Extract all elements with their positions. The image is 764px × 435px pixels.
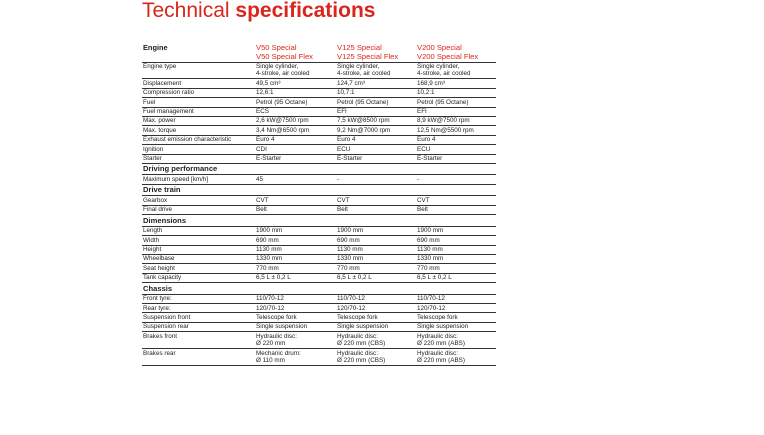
spec-value-cell [416, 196, 496, 205]
spec-value-line: Hydraulic disc: [337, 332, 378, 340]
spec-value-line: Single cylinder, [417, 63, 460, 70]
spec-value-cell [416, 107, 496, 116]
spec-value-line: Single suspension [337, 323, 389, 331]
spec-value-cell [336, 135, 416, 144]
spec-value-line: Single suspension [417, 323, 469, 331]
spec-value-cell [336, 349, 416, 366]
table-row [142, 154, 496, 163]
table-row [142, 79, 496, 88]
model-name: V200 Special [417, 43, 462, 52]
spec-value-cell [416, 79, 496, 88]
spec-value-line: - [417, 175, 420, 183]
spec-value-line: 1130 mm [417, 246, 443, 253]
spec-value-cell [336, 254, 416, 263]
section-header-row [142, 163, 496, 175]
spec-value-cell [336, 126, 416, 135]
spec-value-line: 1330 mm [417, 255, 444, 263]
table-row [142, 135, 496, 144]
table-row [142, 126, 496, 135]
spec-value-line: 6,5 L ± 0,2 L [256, 274, 291, 282]
spec-value-cell [255, 205, 336, 214]
spec-value-line: EFI [337, 108, 347, 116]
spec-value-line: 690 mm [337, 236, 360, 244]
spec-value-line: 10,2:1 [417, 89, 435, 97]
spec-label: Final drive [142, 205, 255, 214]
spec-value-cell [255, 135, 336, 144]
spec-value-cell [255, 245, 336, 254]
spec-value-cell [416, 88, 496, 97]
spec-value-cell [336, 116, 416, 125]
spec-value-line: 120/70-12 [417, 304, 446, 312]
spec-value-line: 770 mm [417, 264, 440, 272]
model-name: V125 Special [337, 43, 382, 52]
spec-label: Front tyre: [142, 294, 255, 303]
spec-value-cell [336, 332, 416, 349]
spec-value-cell [255, 88, 336, 97]
spec-value-line: Belt [337, 206, 348, 214]
spec-label: Suspension rear [142, 322, 255, 331]
table-row [142, 294, 496, 303]
spec-value-cell [336, 62, 416, 79]
spec-value-line: 12,6:1 [256, 89, 274, 97]
spec-value-line: CVT [256, 196, 269, 204]
spec-label: Wheelbase [142, 254, 255, 263]
spec-label: Max. torque [142, 126, 255, 135]
spec-value-line: CVT [337, 196, 350, 204]
header-label: Engine [142, 42, 255, 62]
spec-value-line: Ø 220 mm (ABS) [417, 340, 465, 348]
spec-value-line: 45 [256, 175, 264, 183]
spec-value-cell [336, 196, 416, 205]
spec-value-line: E-Starter [337, 155, 363, 163]
spec-value-cell [255, 322, 336, 331]
table-row [142, 88, 496, 97]
spec-label: Maximum speed [km/h] [142, 175, 255, 184]
spec-value-cell [336, 322, 416, 331]
spec-value-cell [255, 154, 336, 163]
section-header-row [142, 283, 496, 295]
model-name-flex: V125 Special Flex [337, 52, 399, 61]
model-name: V50 Special [256, 43, 297, 52]
table-row [142, 245, 496, 254]
spec-value-cell [255, 264, 336, 273]
spec-value-cell [255, 62, 336, 79]
spec-label: Brakes front [142, 332, 255, 349]
spec-label: Fuel management [142, 107, 255, 116]
spec-value-line: Telescope fork [337, 313, 378, 321]
spec-label: Gearbox [142, 196, 255, 205]
spec-value-line: 1330 mm [256, 255, 283, 263]
spec-value-cell [416, 98, 496, 107]
table-row [142, 175, 496, 184]
spec-value-cell [416, 313, 496, 322]
table-row [142, 98, 496, 107]
spec-value-line: 49,5 cm³ [256, 79, 281, 87]
spec-label: Tank capacity [142, 273, 255, 282]
spec-label: Max. power [142, 116, 255, 125]
spec-value-cell [416, 332, 496, 349]
spec-label: Seat height [142, 264, 255, 273]
spec-value-cell [336, 88, 416, 97]
section-title: Dimensions [142, 215, 496, 227]
spec-value-cell [416, 254, 496, 263]
spec-label: Exhaust emission characteristic [142, 135, 255, 144]
model-v200 [416, 42, 496, 62]
model-name-flex: V200 Special Flex [417, 52, 479, 61]
spec-value-cell [416, 226, 496, 235]
section-title: Chassis [142, 283, 496, 295]
spec-label: Engine type [142, 62, 255, 79]
spec-value-line: Petrol (95 Octane) [256, 98, 308, 106]
spec-value-cell [416, 322, 496, 331]
spec-value-line: - [337, 175, 340, 183]
spec-value-line: Telescope fork [256, 313, 297, 321]
spec-label: Displacement [142, 79, 255, 88]
spec-value-line: Ø 110 mm [256, 356, 285, 364]
table-row [142, 116, 496, 125]
spec-value-line: 1900 mm [337, 227, 364, 235]
spec-value-line: Ø 220 mm (CBS) [337, 356, 386, 364]
spec-label: Suspension front [142, 313, 255, 322]
spec-value-line: 770 mm [337, 264, 360, 272]
spec-value-line: Single cylinder, [256, 63, 299, 70]
spec-value-cell [416, 126, 496, 135]
spec-value-cell [336, 264, 416, 273]
spec-value-line: 6,5 L ± 0,2 L [337, 274, 372, 282]
spec-value-line: 9,2 Nm@7000 rpm [337, 126, 391, 134]
spec-value-cell [416, 304, 496, 313]
table-row [142, 264, 496, 273]
spec-label: Fuel [142, 98, 255, 107]
spec-value-line: 3,4 Nm@6500 rpm [256, 126, 310, 134]
spec-table-body [142, 42, 496, 365]
spec-value-cell [255, 254, 336, 263]
table-row [142, 196, 496, 205]
spec-value-cell [336, 273, 416, 282]
spec-value-line: 7,5 kW@8500 rpm [337, 117, 390, 125]
spec-value-cell [336, 154, 416, 163]
spec-value-line: 1900 mm [417, 227, 444, 235]
table-row [142, 273, 496, 282]
spec-value-cell [255, 79, 336, 88]
spec-value-cell [336, 304, 416, 313]
spec-value-cell [255, 116, 336, 125]
spec-table [142, 42, 496, 366]
spec-value-line: 1130 mm [337, 246, 363, 253]
spec-value-cell [255, 332, 336, 349]
spec-value-line: ECU [417, 145, 431, 153]
spec-value-cell [336, 98, 416, 107]
spec-value-line: Euro 4 [337, 136, 356, 144]
model-v125 [336, 42, 416, 62]
spec-value-cell [416, 245, 496, 254]
spec-value-line: 124,7 cm³ [337, 79, 365, 87]
spec-value-line: 2,6 kW@7500 rpm [256, 117, 309, 125]
table-row [142, 304, 496, 313]
spec-value-cell [255, 145, 336, 154]
spec-value-line: Ø 220 mm (CBS) [337, 340, 386, 348]
table-row [142, 145, 496, 154]
spec-label: Rear tyre: [142, 304, 255, 313]
spec-value-line: 1130 mm [256, 246, 282, 253]
table-row [142, 332, 496, 349]
title-light: Technical [142, 0, 230, 22]
spec-value-cell [255, 349, 336, 366]
section-header-row [142, 215, 496, 227]
spec-value-line: 110/70-12 [256, 295, 284, 303]
spec-value-cell [255, 273, 336, 282]
model-name-flex: V50 Special Flex [256, 52, 313, 61]
spec-value-cell [255, 294, 336, 303]
page-title [142, 0, 375, 24]
spec-value-line: Belt [256, 206, 267, 214]
spec-value-cell [416, 62, 496, 79]
spec-value-line: 10,7:1 [337, 89, 355, 97]
spec-value-line: 690 mm [256, 236, 279, 244]
spec-value-line: 4-stroke, air cooled [337, 70, 391, 78]
spec-value-cell [416, 236, 496, 245]
spec-value-cell [336, 205, 416, 214]
spec-label: Brakes rear [142, 349, 255, 366]
table-row [142, 349, 496, 366]
section-title: Driving performance [142, 163, 496, 175]
spec-label: Starter [142, 154, 255, 163]
spec-value-line: 4-stroke, air cooled [417, 70, 471, 78]
spec-value-line: Telescope fork [417, 313, 458, 321]
spec-value-cell [255, 175, 336, 184]
spec-value-cell [336, 79, 416, 88]
spec-value-cell [255, 126, 336, 135]
spec-value-cell [255, 98, 336, 107]
spec-value-cell [416, 273, 496, 282]
spec-value-line: 110/70-12 [417, 295, 445, 303]
table-row [142, 226, 496, 235]
spec-value-cell [416, 135, 496, 144]
spec-value-cell [416, 175, 496, 184]
spec-value-cell [255, 196, 336, 205]
spec-value-cell [336, 313, 416, 322]
spec-value-line: 8,9 kW@7500 rpm [417, 117, 470, 125]
spec-value-line: E-Starter [417, 155, 443, 163]
spec-label: Compression ratio [142, 88, 255, 97]
spec-value-line: Single cylinder, [337, 63, 380, 70]
spec-value-line: 770 mm [256, 264, 279, 272]
section-header-row [142, 184, 496, 196]
spec-value-line: 1900 mm [256, 227, 283, 235]
spec-value-cell [416, 154, 496, 163]
spec-value-line: Hydraulic disc: [417, 332, 458, 340]
spec-value-cell [336, 226, 416, 235]
spec-value-cell [416, 116, 496, 125]
spec-value-cell [336, 107, 416, 116]
spec-value-line: 4-stroke, air cooled [256, 70, 310, 78]
spec-label: Width [142, 236, 255, 245]
table-row [142, 313, 496, 322]
spec-value-cell [336, 236, 416, 245]
table-header-row [142, 42, 496, 62]
spec-value-line: Ø 220 mm (ABS) [417, 356, 465, 364]
spec-value-cell [336, 145, 416, 154]
table-row [142, 254, 496, 263]
spec-value-line: Mechanic drum: [256, 349, 301, 357]
spec-value-cell [416, 145, 496, 154]
title-bold: specifications [235, 0, 376, 22]
table-row [142, 62, 496, 79]
spec-label: Ignition [142, 145, 255, 154]
spec-value-line: Hydraulic disc: [337, 349, 378, 357]
spec-value-line: CVT [417, 196, 430, 204]
spec-value-cell [336, 245, 416, 254]
spec-value-cell [255, 107, 336, 116]
spec-value-line: 1330 mm [337, 255, 364, 263]
spec-value-cell [336, 175, 416, 184]
table-row [142, 107, 496, 116]
table-row [142, 322, 496, 331]
spec-label: Length [142, 226, 255, 235]
section-title: Drive train [142, 184, 496, 196]
spec-value-line: Euro 4 [417, 136, 436, 144]
spec-value-line: Hydraulic disc: [417, 349, 458, 357]
spec-value-line: ECU [337, 145, 351, 153]
spec-value-line: E-Starter [256, 155, 282, 163]
spec-value-line: Ø 220 mm [256, 340, 286, 348]
spec-value-cell [416, 205, 496, 214]
spec-value-line: 6,5 L ± 0,2 L [417, 274, 452, 282]
spec-value-line: Petrol (95 Octane) [337, 98, 389, 106]
spec-value-cell [416, 294, 496, 303]
spec-value-line: 120/70-12 [256, 304, 285, 312]
spec-value-line: 120/70-12 [337, 304, 366, 312]
spec-value-line: Hydraulic disc: [256, 332, 297, 340]
spec-value-line: 168,9 cm³ [417, 79, 445, 87]
spec-value-cell [416, 349, 496, 366]
spec-value-line: Belt [417, 206, 428, 214]
spec-value-cell [416, 264, 496, 273]
spec-value-cell [255, 226, 336, 235]
spec-value-cell [336, 294, 416, 303]
spec-value-line: ECS [256, 108, 269, 116]
spec-value-line: Single suspension [256, 323, 308, 331]
spec-value-line: 110/70-12 [337, 295, 365, 303]
spec-value-line: Euro 4 [256, 136, 275, 144]
table-row [142, 205, 496, 214]
table-row [142, 236, 496, 245]
spec-value-line: 12,5 Nm@5500 rpm [417, 126, 474, 134]
spec-value-line: Petrol (95 Octane) [417, 98, 469, 106]
spec-value-cell [255, 304, 336, 313]
spec-value-cell [255, 236, 336, 245]
spec-value-line: 690 mm [417, 236, 440, 244]
spec-value-line: EFI [417, 108, 427, 116]
spec-value-cell [255, 313, 336, 322]
spec-label: Height [142, 245, 255, 254]
model-v50 [255, 42, 336, 62]
spec-value-line: CDI [256, 145, 267, 153]
